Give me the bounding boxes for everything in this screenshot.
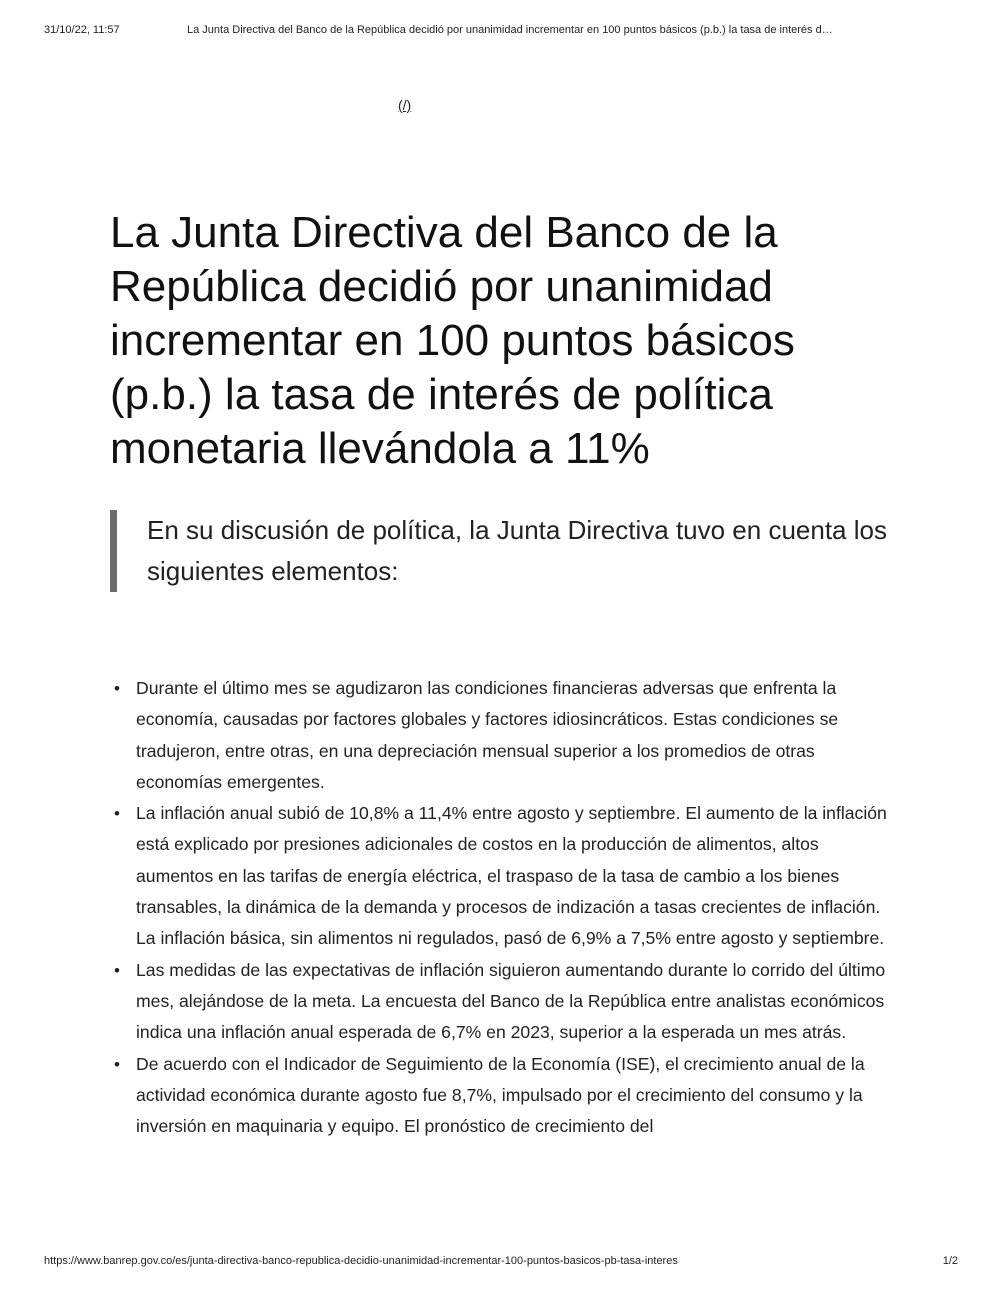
list-item: • La inflación anual subió de 10,8% a 11,4% entre agosto y septiembre. El aumento de la inflación está explicado por presiones adicionales de costos en la producción de alimentos, altos aumentos en las tarifas de energía eléctrica, el traspaso de la tasa de cambio a los bienes transables, la dinámica de la demanda y procesos de indización a tasas crecientes de inflación. La inflación básica, sin alimentos ni regulados, pasó de 6,9% a 7,5% entre agosto y septiembre. [136,798,896,954]
list-item: • Durante el último mes se agudizaron las condiciones financieras adversas que enfrenta la economía, causadas por factores globales y factores idiosincráticos. Estas condiciones se tradujeron, entre otras, en una depreciación mensual superior a los promedios de otras economías emergentes. [136,673,896,798]
bullet-list [136,673,896,1142]
article-headline: La Junta Directiva del Banco de la República decidió por unanimidad incrementar en 100 puntos básicos (p.b.) la tasa de interés de política monetaria llevándola a 11% [110,208,795,473]
print-timestamp: 31/10/22, 11:57 [44,24,120,36]
home-link[interactable]: (/) [398,97,412,113]
lead-quote: En su discusión de política, la Junta Directiva tuvo en cuenta los siguientes elementos: [110,510,927,592]
print-document-title: La Junta Directiva del Banco de la República decidió por unanimidad incrementar en 100 puntos básicos (p.b.) la tasa de interés d… [187,24,833,36]
page-number: 1/2 [942,1255,958,1267]
list-item: • De acuerdo con el Indicador de Seguimiento de la Economía (ISE), el crecimiento anual de la actividad económica durante agosto fue 8,7%, impulsado por el crecimiento del consumo y la inversión en maquinaria y equipo. El pronóstico de crecimiento del [136,1049,896,1143]
list-item: • Las medidas de las expectativas de inflación siguieron aumentando durante lo corrido del último mes, alejándose de la meta. La encuesta del Banco de la República entre analistas económicos indica una inflación anual esperada de 6,7% en 2023, superior a la esperada un mes atrás. [136,955,896,1049]
page-url: https://www.banrep.gov.co/es/junta-directiva-banco-republica-decidio-unanimidad-incrementar-100-puntos-basicos-pb-tasa-interes [44,1255,678,1267]
